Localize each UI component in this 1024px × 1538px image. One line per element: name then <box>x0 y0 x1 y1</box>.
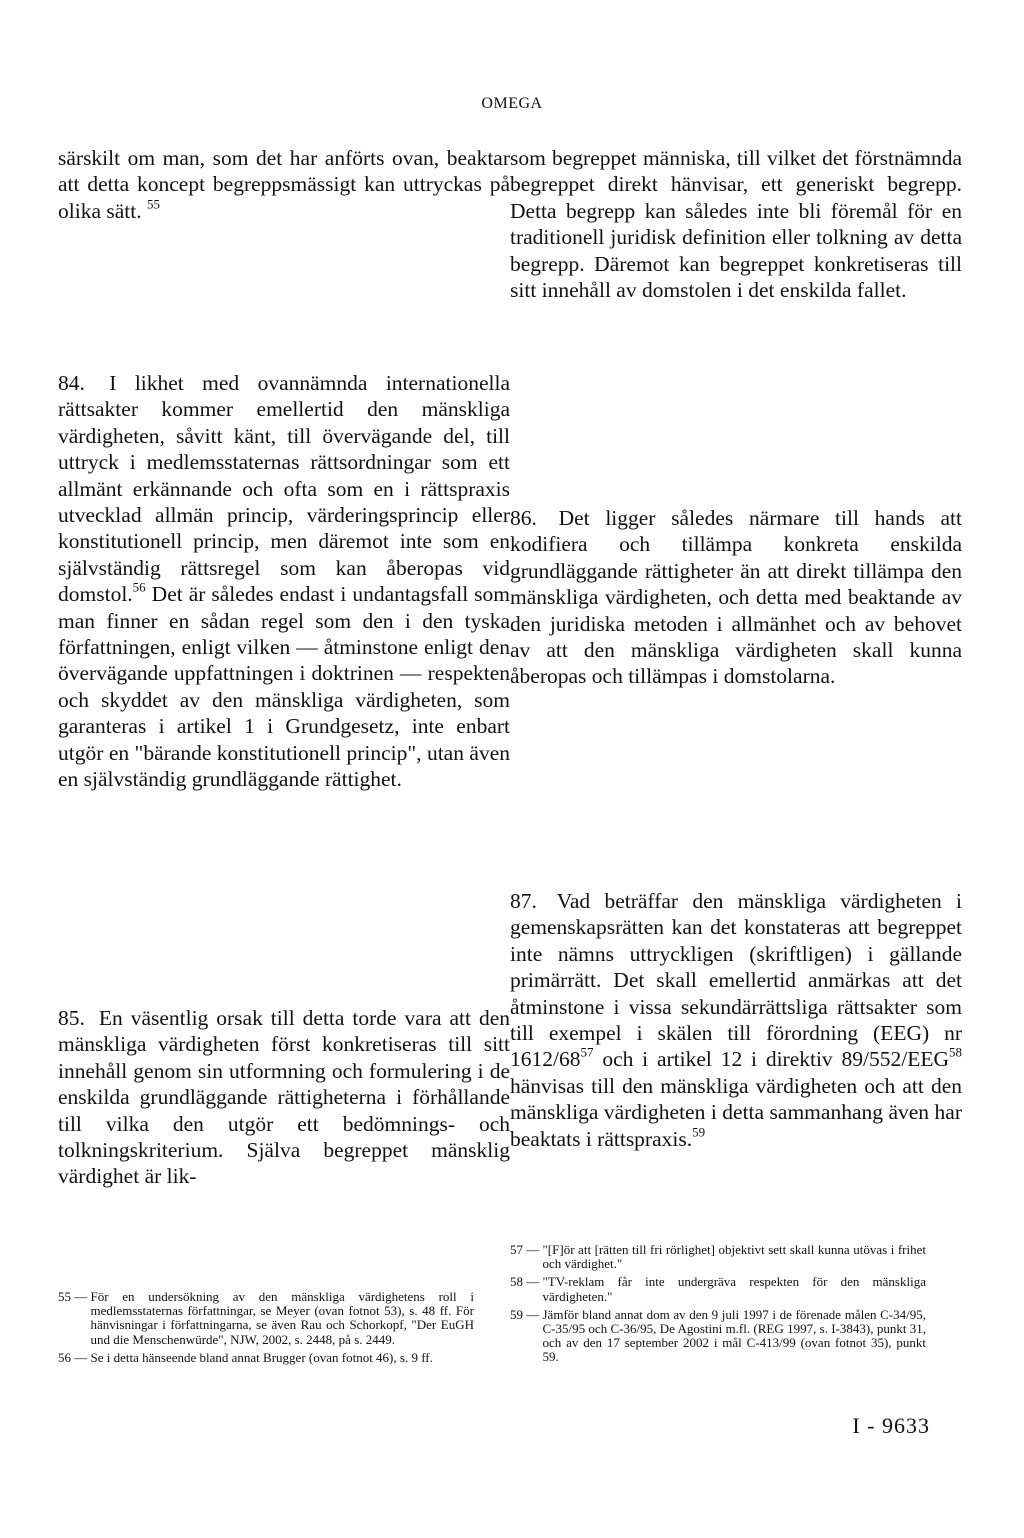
intro-text: särskilt om man, som det har anförts ovan, beaktar att detta koncept begreppsmässigt kan uttryckas på olika sätt. <box>58 146 510 223</box>
paragraph-85 <box>58 1005 510 1190</box>
footnote-ref-57[interactable]: 57 <box>580 1044 594 1060</box>
footnotes-right <box>510 1243 926 1369</box>
footnote-text: Se i detta hänseende bland annat Brugger (ovan fotnot 46), s. 9 ff. <box>90 1349 433 1365</box>
paragraph-86 <box>510 505 962 690</box>
footnote-label: 57 — <box>510 1242 543 1257</box>
paragraph-continuation-right <box>510 145 962 303</box>
paragraph-84 <box>58 370 510 793</box>
footnote-ref-58[interactable]: 58 <box>949 1044 962 1060</box>
paragraph-number-87: 87. <box>510 889 537 913</box>
footnote-text: Jämför bland annat dom av den 9 juli 1997 i de förenade målen C-34/95, C-35/95 och C-36/95, De Agostini m.fl. (REG 1997, s. I-3843), punkt 31, och av den 17 september 2002 i mål C-413/99 (ovan fotnot 35), punkt 59. <box>542 1306 926 1365</box>
footnote-text: "TV-reklam får inte undergräva respekten för den mänskliga värdigheten." <box>542 1274 926 1304</box>
footnote-label: 55 — <box>58 1289 91 1304</box>
paragraph-87 <box>510 888 962 1152</box>
paragraph-84-text-b: Det är således endast i undantagsfall som man finner en sådan regel som den i den tyska författningen, enligt vilken — åtminstone enligt den övervägande uppfattningen i doktrinen — respekten och skyddet av den mänskliga värdigheten, som garanteras i artikel 1 i Grundgesetz, inte enbart utgör en "bärande konstitutionell princip", utan även en självständig grundläggande rättighet. <box>58 582 510 792</box>
continuation-text: som begreppet människa, till vilket det förstnämnda begreppet direkt hänvisar, ett generiskt begrepp. Detta begrepp kan således inte bli föremål för en traditionell juridisk definition eller tolkning av detta begrepp. Däremot kan begreppet konkretiseras till sitt innehåll av domstolen i det enskilda fallet. <box>510 146 962 303</box>
footnote-58 <box>510 1275 926 1303</box>
paragraph-number-85: 85. <box>58 1006 85 1030</box>
footnote-ref-56[interactable]: 56 <box>132 579 146 595</box>
footnote-56 <box>58 1351 474 1365</box>
footnote-ref-55[interactable]: 55 <box>146 196 160 212</box>
paragraph-number-86: 86. <box>510 506 537 530</box>
paragraph-number-84: 84. <box>58 371 85 395</box>
paragraph-85-text: En väsentlig orsak till detta torde vara att den mänskliga värdigheten först konkretiseras till sitt innehåll genom sin utformning och formulering i de enskilda grundläggande rättigheterna i förhållande till vilka den utgör ett bedömnings- och tolkningskriterium. Själva begreppet mänsklig värdighet är lik- <box>58 1006 510 1189</box>
footnote-text: För en undersökning av den mänskliga värdighetens roll i medlemsstaternas författningar, se Meyer (ovan fotnot 53), s. 48 ff. För hänvisningar i författningarna, se även Rau och Schorkopf, "Der EuGH und die Menschenwürde", NJW, 2002, s. 2448, på s. 2449. <box>90 1289 474 1347</box>
footnote-label: 58 — <box>510 1274 543 1290</box>
paragraph-84-text-a: I likhet med ovannämnda internationella rättsakter kommer emellertid den mänskliga värdigheten, såvitt känt, till övervägande del, till uttryck i medlemsstaternas rättsordningar som ett allmänt erkännande och ofta som en i rättspraxis utvecklad allmän princip, värderingsprincip eller konstitutionell princip, men däremot inte som en självständig rättsregel som kan åberopas vid domstol. <box>58 371 510 607</box>
footnotes-left <box>58 1290 474 1369</box>
paragraph-86-text: Det ligger således närmare till hands att kodifiera och tillämpa konkreta enskilda grundläggande rättigheter än att direkt tillämpa den mänskliga värdigheten, och detta med beaktande av den juridiska metoden i allmänhet och av behovet av att den mänskliga värdigheten skall kunna åberopas och tillämpas i domstolarna. <box>510 506 962 689</box>
paragraph-87-text-b: och i artikel 12 i direktiv 89/552/EEG <box>602 1047 949 1072</box>
footnote-59 <box>510 1308 926 1365</box>
footnote-label: 59 — <box>510 1306 543 1322</box>
paragraph-continuation-intro <box>58 145 510 224</box>
footnote-text: "[F]ör att [rätten till fri rörlighet] objektivt sett skall kunna utövas i frihet och värdighet." <box>542 1242 926 1272</box>
footnote-55 <box>58 1290 474 1347</box>
footnote-57 <box>510 1243 926 1271</box>
paragraph-87-text-c: hänvisas till den mänskliga värdigheten och att den mänskliga värdigheten i detta sammanhang även har beaktats i rättspraxis. <box>510 1073 962 1151</box>
footnote-label: 56 — <box>58 1349 91 1365</box>
page-number: I - 9633 <box>852 1413 930 1438</box>
paragraph-87-text-a: Vad beträffar den mänskliga värdigheten i gemenskapsrätten kan det konstateras att begreppet inte nämns uttryckligen (skriftligen) i gällande primärrätt. Det skall emellertid anmärkas att det åtminstone i vissa sekundärrättsliga rättsakter som till exempel i skälen till förordning (EEG) nr 1612/68 <box>510 889 962 1072</box>
running-header: OMEGA <box>481 95 543 112</box>
footnote-ref-59[interactable]: 59 <box>692 1123 706 1139</box>
